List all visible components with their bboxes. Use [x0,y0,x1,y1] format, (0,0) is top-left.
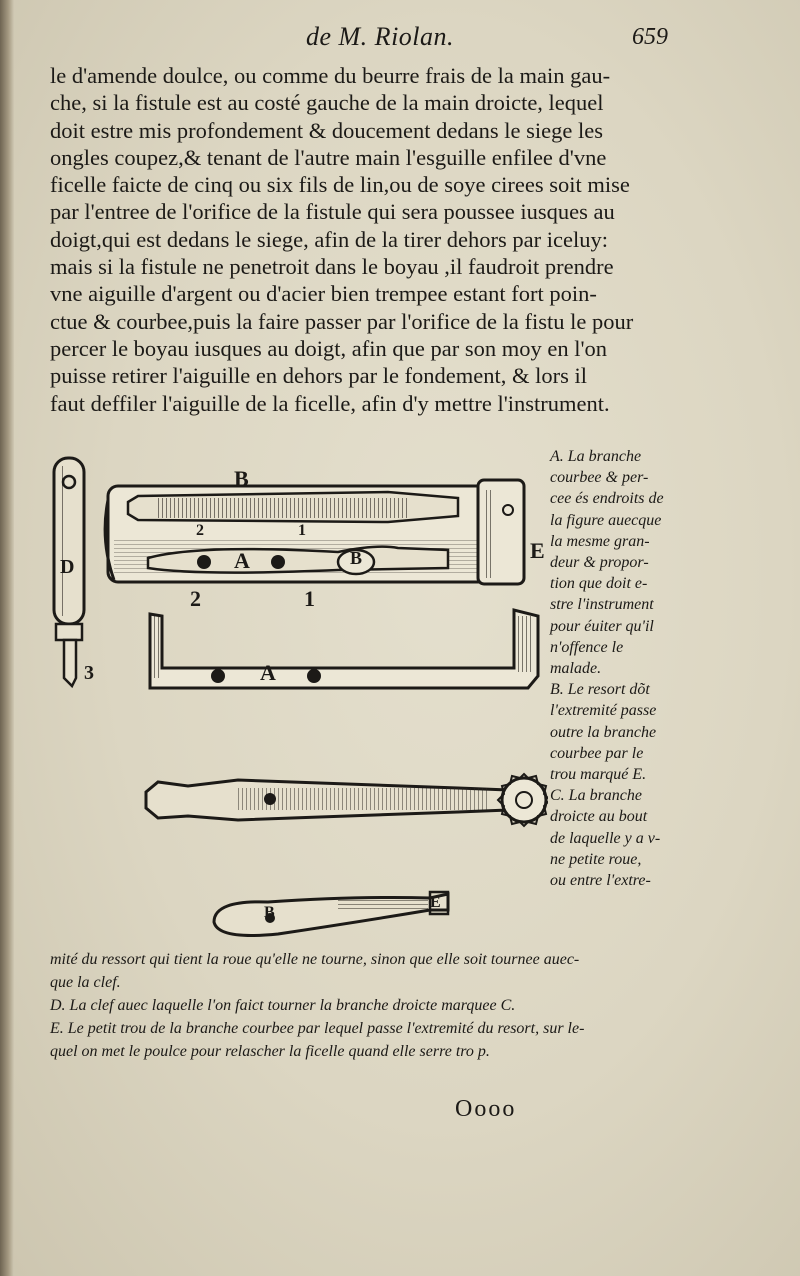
legend-line: C. La branche [550,787,642,805]
body-line: par l'entree de l'orifice de la fistule qui sera poussee iusques au [50,199,615,225]
body-line: doigt,qui est dedans le siege, afin de la tirer dehors par iceluy: [50,226,608,252]
figure-label-letter: B [350,548,363,568]
legend-line: quel on met le poulce pour relascher la ficelle quand elle serre tro p. [50,1043,490,1060]
signature-mark: Oooo [455,1096,517,1122]
legend-line: droicte au bout [550,808,648,826]
figure-label-mark: 3 [84,662,94,684]
curved-branch-drawing [150,610,538,688]
legend-line: l'extremité passe [550,702,657,720]
figure-label-mark: 2 [190,586,201,611]
straight-branch-drawing [146,774,548,826]
body-line: ctue & courbee,puis la faire passer par l'orifice de la fistu le pour [50,308,634,334]
figure-label-letter: A [234,548,250,573]
figure-label-mark: 2 [196,522,204,539]
assembled-instrument-drawing [105,480,524,584]
legend-line: pour éuiter qu'il [550,617,654,635]
running-header-title: de M. Riolan. [305,22,455,51]
body-line: doit estre mis profondement & doucement dedans le siege les [50,117,603,143]
legend-line: B. Le resort dõt [550,681,650,699]
figure-label-b-top: B [234,466,249,491]
legend-line: stre l'instrument [550,596,654,614]
small-spring-drawing [214,892,448,936]
legend-line: mité du ressort qui tient la roue qu'elle ne tourne, sinon que elle soit tournee auec- [50,951,580,968]
figure-legend-sidebar [550,446,690,891]
figure-label-letter: E [530,538,545,563]
legend-line: la figure auecque [550,511,662,529]
body-line: puisse retirer l'aiguille en dehors par le fondement, & lors il [50,363,588,389]
legend-line: D. La clef auec laquelle l'on faict tourner la branche droicte marquee C. [50,997,516,1014]
body-line: le d'amende doulce, ou comme du beurre frais de la main gau- [50,63,611,88]
legend-line: deur & propor- [550,554,649,572]
legend-line: tion que doit e- [550,575,648,593]
legend-line: n'offence le [550,638,624,656]
legend-line: de laquelle y a v- [550,829,661,847]
legend-line: courbee par le [550,744,644,762]
legend-line: que la clef. [50,974,121,991]
legend-line: malade. [550,660,602,678]
body-line: vne aiguille d'argent ou d'acier bien trempee estant fort poin- [50,281,597,307]
page-number: 659 [632,24,668,50]
legend-line: trou marqué E. [550,766,647,784]
body-paragraph [50,62,680,417]
legend-line: outre la branche [550,723,657,741]
woodcut-illustration [38,440,548,960]
figure-label-letter: B [264,904,275,921]
legend-line: ou entre l'extre- [550,872,651,890]
legend-line: ne petite roue, [550,850,642,868]
figure-legend-continued [50,948,690,1063]
legend-line: A. La branche [550,448,642,465]
body-line: ongles coupez,& tenant de l'autre main l'esguille enfilee d'vne [50,144,607,170]
figure-label-letter: E [430,894,441,911]
figure-label-letter: A [260,660,276,685]
legend-line: courbee & per- [550,469,649,487]
figure-label-d: D [60,556,75,578]
book-binding-edge [0,0,14,1276]
body-line: ficelle faicte de cinq ou six fils de lin,ou de soye cirees soit mise [50,172,630,198]
legend-line: E. Le petit trou de la branche courbee par lequel passe l'extremité du resort, sur le- [50,1020,585,1037]
legend-line: la mesme gran- [550,532,650,550]
body-line: che, si la fistule est au costé gauche de la main droicte, lequel [50,90,604,116]
instrument-woodcut-figure [38,440,548,960]
body-line: faut deffiler l'aiguille de la ficelle, afin d'y mettre l'instrument. [50,390,610,416]
body-line: mais si la fistule ne penetroit dans le boyau ,il faudroit prendre [50,254,614,280]
figure-label-mark: 1 [298,522,306,539]
body-line: percer le boyau iusques au doigt, afin que par son moy en l'on [50,335,608,361]
legend-line: cee és endroits de [550,490,664,508]
figure-label-mark: 1 [304,586,315,611]
